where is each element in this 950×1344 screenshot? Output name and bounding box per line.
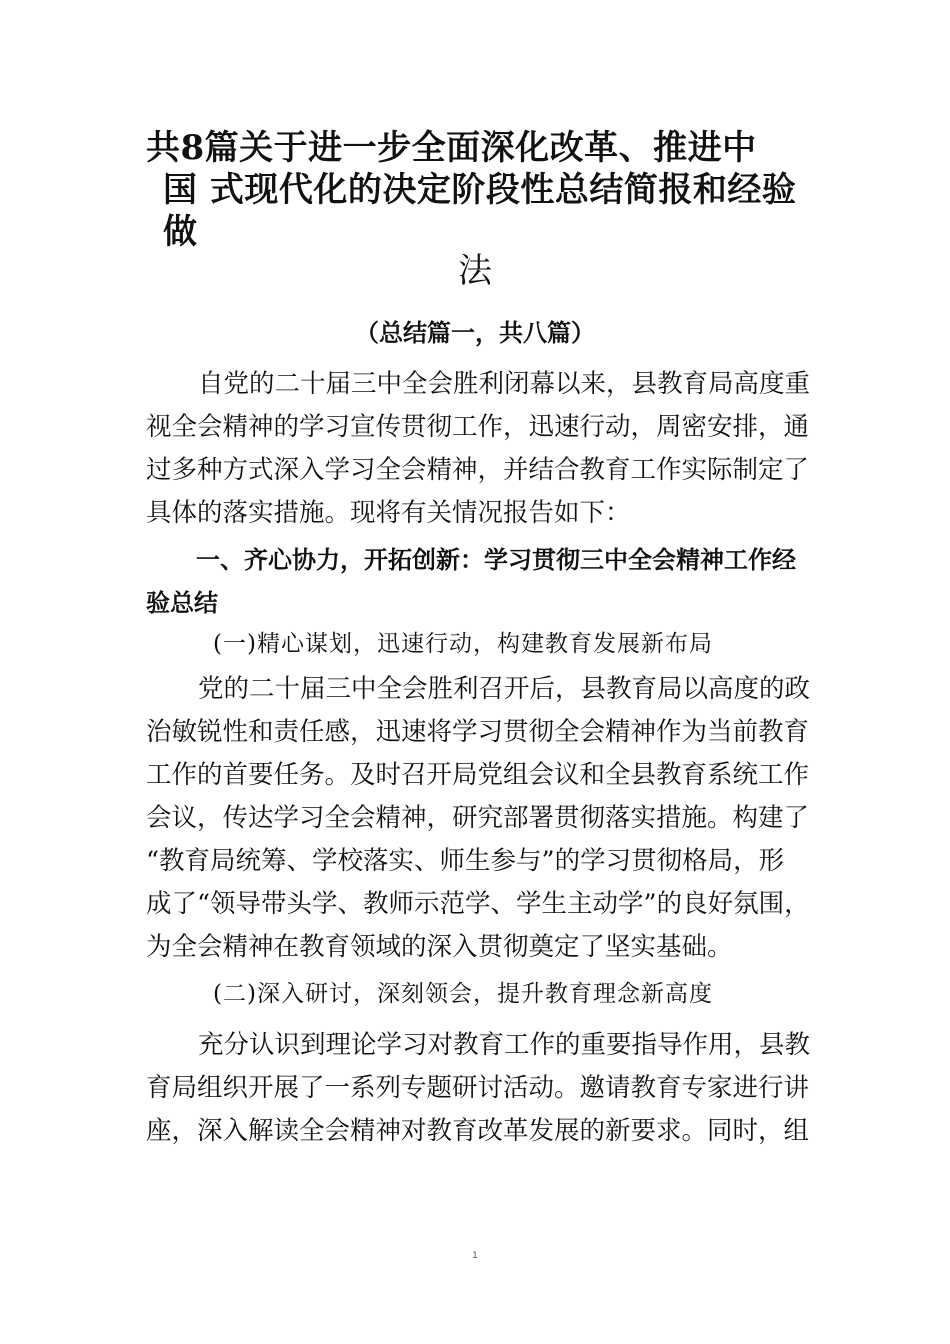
title-line-4: 法 bbox=[458, 251, 492, 291]
title-line-1: 共8篇关于进一步全面深化改革、推进中 bbox=[146, 128, 757, 168]
intro-line: 具体的落实措施。现将有关情况报告如下： bbox=[146, 498, 631, 528]
paragraph-line: 成了“领导带头学、教师示范学、学生主动学”的良好氛围， bbox=[146, 889, 810, 919]
intro-line: 视全会精神的学习宣传贯彻工作，迅速行动，周密安排，通 bbox=[146, 412, 810, 442]
title-line-2: 国 式现代化的决定阶段性总结简报和经验 bbox=[163, 170, 797, 210]
intro-line: 自党的二十届三中全会胜利闭幕以来，县教育局高度重 bbox=[198, 369, 811, 399]
subsection-heading-1: (一)精心谋划，迅速行动，构建教育发展新布局 bbox=[213, 631, 713, 657]
title-line-3: 做 bbox=[163, 212, 198, 252]
paragraph-line: 充分认识到理论学习对教育工作的重要指导作用，县教 bbox=[198, 1030, 811, 1060]
paragraph-line: 为全会精神在教育领域的深入贯彻奠定了坚实基础。 bbox=[146, 932, 733, 962]
section-heading-line-2: 验总结 bbox=[146, 589, 218, 617]
document-subtitle: （总结篇一，共八篇） bbox=[355, 319, 595, 347]
paragraph-line: 工作的首要任务。及时召开局党组会议和全县教育系统工作 bbox=[146, 760, 810, 790]
paragraph-line: 座，深入解读全会精神对教育改革发展的新要求。同时，组 bbox=[146, 1116, 810, 1146]
paragraph-line: “教育局统筹、学校落实、师生参与”的学习贯彻格局，形 bbox=[146, 846, 785, 876]
page-number: 1 bbox=[472, 1251, 478, 1261]
subsection-heading-2: (二)深入研讨，深刻领会，提升教育理念新高度 bbox=[213, 981, 713, 1007]
intro-line: 过多种方式深入学习全会精神，并结合教育工作实际制定了 bbox=[146, 455, 810, 485]
paragraph-line: 党的二十届三中全会胜利召开后，县教育局以高度的政 bbox=[198, 674, 811, 704]
paragraph-line: 育局组织开展了一系列专题研讨活动。邀请教育专家进行讲 bbox=[146, 1073, 810, 1103]
section-heading-line-1: 一、齐心协力，开拓创新：学习贯彻三中全会精神工作经 bbox=[196, 546, 796, 574]
paragraph-line: 会议，传达学习全会精神，研究部署贯彻落实措施。构建了 bbox=[146, 803, 810, 833]
paragraph-line: 治敏锐性和责任感，迅速将学习贯彻全会精神作为当前教育 bbox=[146, 717, 810, 747]
